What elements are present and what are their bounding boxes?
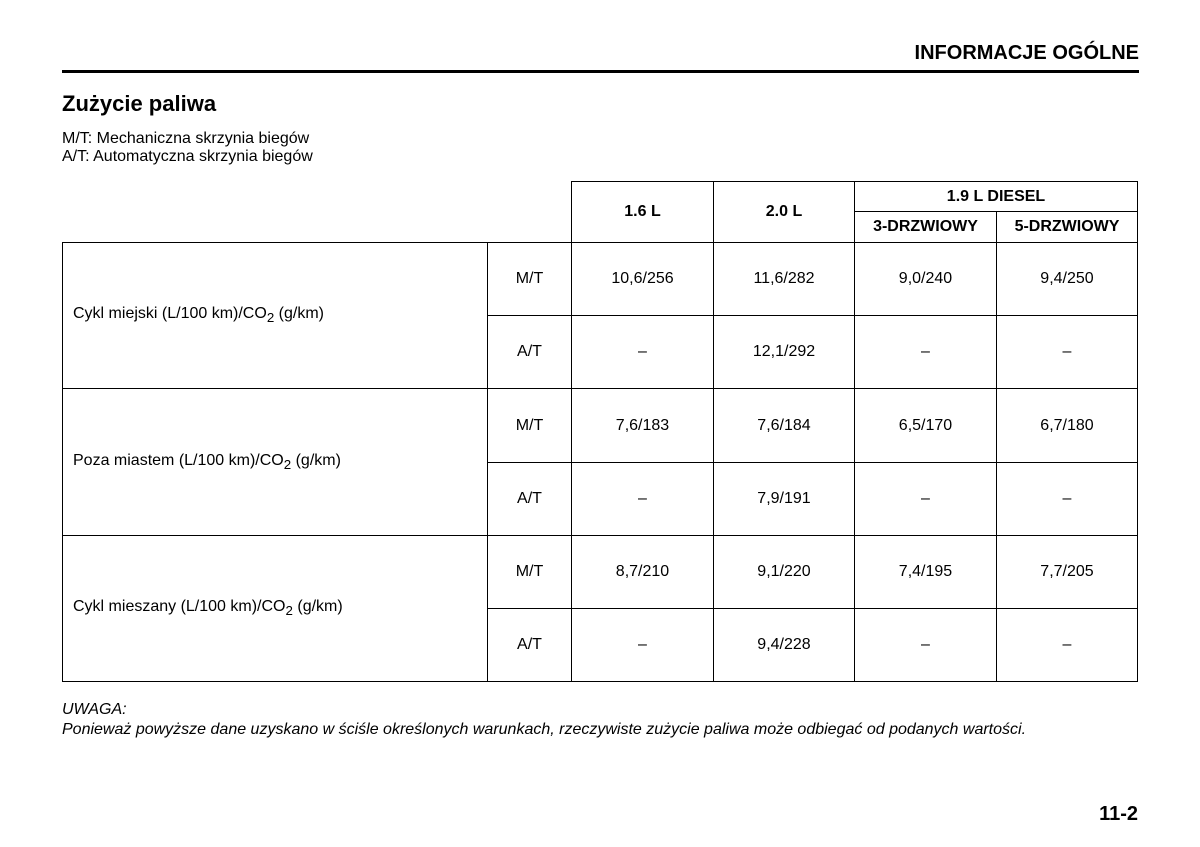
value-cell: 6,7/180 <box>997 389 1138 463</box>
value-cell: – <box>855 316 997 389</box>
gear-cell: M/T <box>488 243 572 316</box>
row-label-city <box>63 243 488 389</box>
value-cell: 6,5/170 <box>855 389 997 463</box>
page-number: 11-2 <box>1099 803 1138 825</box>
co2-subscript: 2 <box>285 603 293 619</box>
value-cell: 9,4/228 <box>714 609 855 682</box>
value-cell: 7,9/191 <box>714 463 855 536</box>
row-label-highway <box>63 389 488 536</box>
value-cell: – <box>997 463 1138 536</box>
row-label-text: Poza miastem (L/100 km)/CO <box>73 451 284 469</box>
value-cell: 12,1/292 <box>714 316 855 389</box>
table-row <box>63 536 1138 609</box>
page-title: Zużycie paliwa <box>62 91 217 116</box>
table-row <box>63 243 1138 316</box>
row-label-unit: (g/km) <box>291 451 341 469</box>
value-cell: 7,7/205 <box>997 536 1138 609</box>
gear-cell: A/T <box>488 609 572 682</box>
value-cell: 9,0/240 <box>855 243 997 316</box>
value-cell: 11,6/282 <box>714 243 855 316</box>
row-label-unit: (g/km) <box>292 598 343 616</box>
gear-cell: A/T <box>488 463 572 536</box>
value-cell: – <box>572 609 714 682</box>
co2-subscript: 2 <box>283 457 292 473</box>
row-label-unit: (g/km) <box>274 305 325 323</box>
gear-cell: A/T <box>488 316 572 389</box>
transmission-legend <box>62 130 313 166</box>
row-label-text: Cykl mieszany (L/100 km)/CO <box>73 598 286 616</box>
value-cell: – <box>855 609 997 682</box>
note-heading: UWAGA: <box>62 701 127 718</box>
value-cell: – <box>572 463 714 536</box>
note-block <box>62 700 1162 740</box>
value-cell: – <box>997 609 1138 682</box>
value-cell: – <box>997 316 1138 389</box>
gear-cell: M/T <box>488 536 572 609</box>
value-cell: 7,6/183 <box>572 389 714 463</box>
col-header-19l-diesel: 1.9 L DIESEL <box>855 182 1138 212</box>
col-header-20l: 2.0 L <box>714 182 855 243</box>
legend-mt: M/T: Mechaniczna skrzynia biegów <box>62 130 310 147</box>
co2-subscript: 2 <box>266 310 275 326</box>
col-header-16l: 1.6 L <box>572 182 714 243</box>
header-rule <box>62 70 1139 73</box>
col-header-3door: 3-DRZWIOWY <box>855 212 997 243</box>
gear-cell: M/T <box>488 389 572 463</box>
note-text: Ponieważ powyższe dane uzyskano w ściśle określonych warunkach, rzeczywiste zużycie paliwa może odbiegać od podanych wartości. <box>62 721 1027 738</box>
col-header-5door: 5-DRZWIOWY <box>997 212 1138 243</box>
value-cell: – <box>572 316 714 389</box>
fuel-consumption-table <box>62 181 1138 682</box>
value-cell: 10,6/256 <box>572 243 714 316</box>
section-header: INFORMACJE OGÓLNE <box>914 42 1139 64</box>
value-cell: 9,4/250 <box>997 243 1138 316</box>
row-label-text: Cykl miejski (L/100 km)/CO <box>73 305 267 323</box>
legend-at: A/T: Automatyczna skrzynia biegów <box>62 148 313 165</box>
value-cell: 7,4/195 <box>855 536 997 609</box>
row-label-combined <box>63 536 488 682</box>
value-cell: 9,1/220 <box>714 536 855 609</box>
table-row <box>63 389 1138 463</box>
value-cell: 7,6/184 <box>714 389 855 463</box>
table-corner <box>63 182 572 243</box>
value-cell: 8,7/210 <box>572 536 714 609</box>
value-cell: – <box>855 463 997 536</box>
